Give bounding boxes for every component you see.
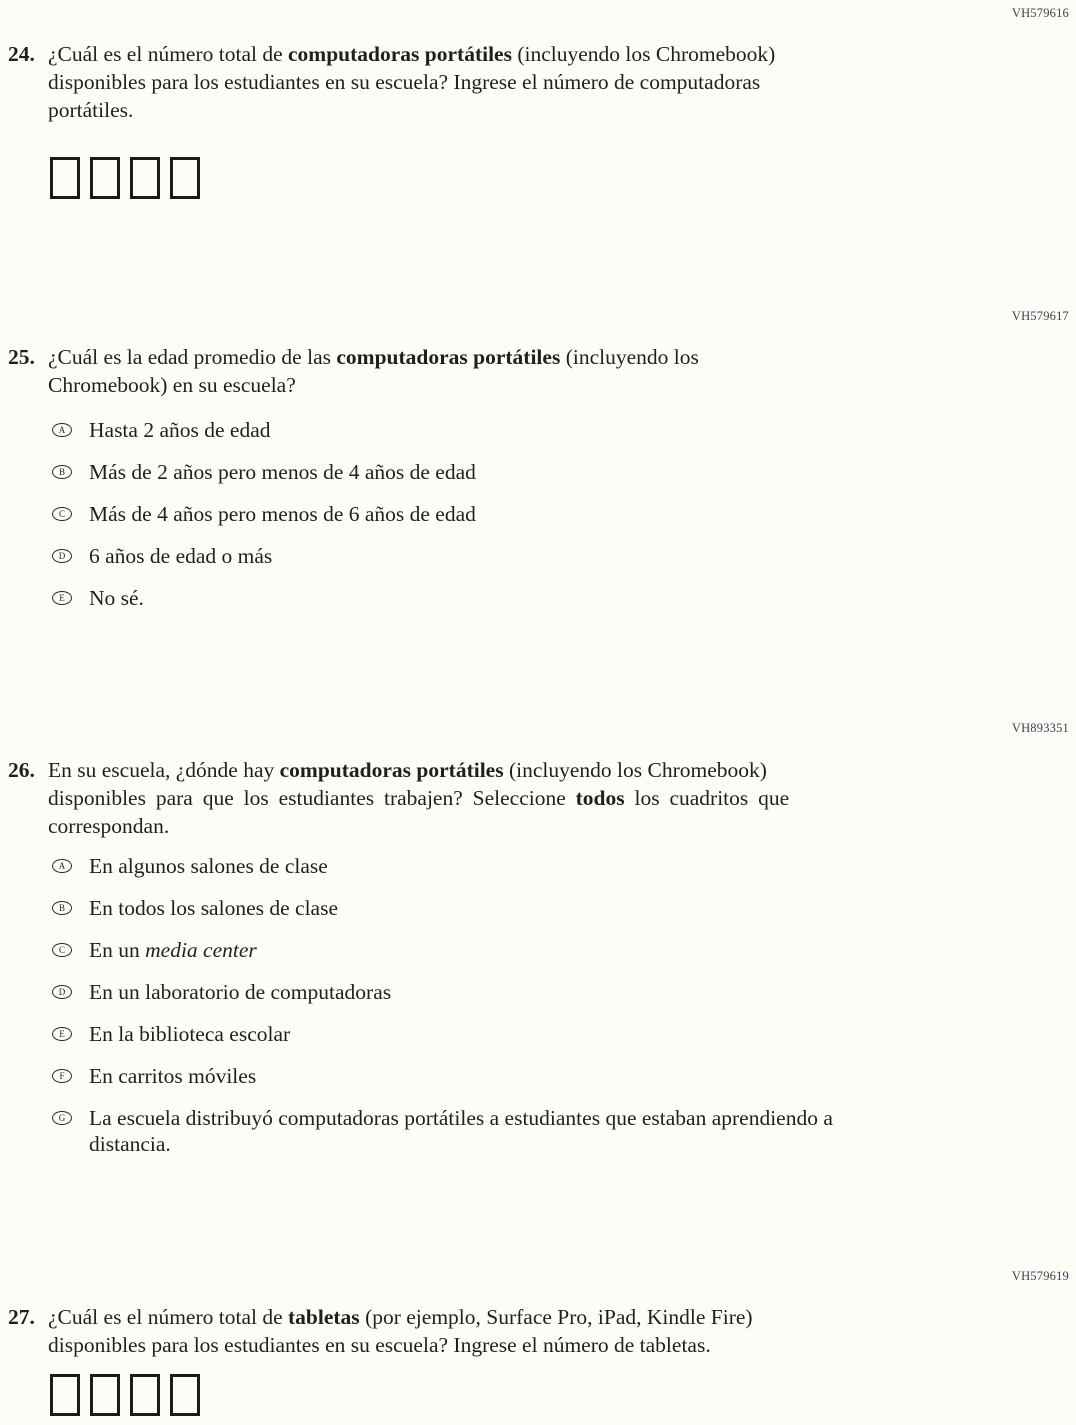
text-segment: La escuela distribuyó computadoras portátiles a estudiantes que estaban aprendiendo a xyxy=(89,1106,833,1130)
question-prompt xyxy=(48,1303,753,1359)
option-row-G xyxy=(52,1105,833,1157)
option-bubble-F[interactable]: F xyxy=(52,1069,72,1083)
option-label xyxy=(89,1105,833,1157)
option-bubble-B[interactable]: B xyxy=(52,465,72,479)
text-segment: Más de 4 años pero menos de 6 años de edad xyxy=(89,502,476,526)
text-segment: Más de 2 años pero menos de 4 años de edad xyxy=(89,460,476,484)
option-label xyxy=(89,937,257,963)
option-row-E xyxy=(52,1021,833,1047)
option-bubble-E[interactable]: E xyxy=(52,591,72,605)
question-prompt xyxy=(48,756,789,840)
text-segment: computadoras portátiles xyxy=(288,42,512,66)
text-segment: Hasta 2 años de edad xyxy=(89,418,271,442)
text-segment: (incluyendo los Chromebook) xyxy=(511,42,776,66)
text-segment: disponibles para los estudiantes en su escuela? Ingrese el número de tabletas. xyxy=(48,1333,711,1357)
option-bubble-D[interactable]: D xyxy=(52,985,72,999)
text-segment: Chromebook) en su escuela? xyxy=(48,373,296,397)
text-segment: En un laboratorio de computadoras xyxy=(89,980,392,1004)
digit-box[interactable] xyxy=(90,1374,120,1416)
text-segment: (por ejemplo, Surface Pro, iPad, Kindle Fire) xyxy=(359,1305,753,1329)
text-segment: En todos los salones de clase xyxy=(89,896,338,920)
option-list xyxy=(52,853,833,1157)
text-segment: computadoras portátiles xyxy=(279,758,504,782)
option-row-C xyxy=(52,937,833,963)
text-segment: los cuadritos que xyxy=(624,786,790,810)
question-number: 24. xyxy=(8,42,35,66)
text-segment: 6 años de edad o más xyxy=(89,544,273,568)
digit-box[interactable] xyxy=(170,157,200,199)
option-bubble-A[interactable]: A xyxy=(52,859,72,873)
digit-box[interactable] xyxy=(170,1374,200,1416)
digit-entry-group xyxy=(50,1374,200,1416)
question-number: 26. xyxy=(8,758,35,782)
option-bubble-G[interactable]: G xyxy=(52,1111,72,1125)
option-row-B xyxy=(52,459,476,485)
text-segment: tabletas xyxy=(288,1305,360,1329)
text-segment: media center xyxy=(145,938,257,962)
digit-box[interactable] xyxy=(130,157,160,199)
digit-box[interactable] xyxy=(130,1374,160,1416)
text-segment: distancia. xyxy=(89,1132,171,1156)
option-row-E xyxy=(52,585,476,611)
option-row-F xyxy=(52,1063,833,1089)
option-label xyxy=(89,459,476,485)
digit-entry-group xyxy=(50,157,200,199)
question-prompt xyxy=(48,40,775,124)
text-segment: todos xyxy=(575,786,625,810)
option-list xyxy=(52,417,476,611)
option-row-D xyxy=(52,543,476,569)
text-segment: disponibles para los estudiantes en su escuela? Ingrese el número de computadoras xyxy=(48,70,761,94)
question-number: 27. xyxy=(8,1305,35,1329)
text-segment: portátiles. xyxy=(48,98,134,122)
text-segment: ¿Cuál es el número total de xyxy=(48,42,289,66)
text-segment: ¿Cuál es la edad promedio de las xyxy=(48,345,337,369)
item-code: VH579616 xyxy=(1011,6,1069,20)
option-row-C xyxy=(52,501,476,527)
digit-box[interactable] xyxy=(90,157,120,199)
option-bubble-B[interactable]: B xyxy=(52,901,72,915)
option-row-A xyxy=(52,853,833,879)
option-label xyxy=(89,1021,290,1047)
option-bubble-A[interactable]: A xyxy=(52,423,72,437)
item-code: VH579619 xyxy=(1011,1269,1069,1283)
text-segment: En un xyxy=(89,938,146,962)
option-row-D xyxy=(52,979,833,1005)
option-bubble-C[interactable]: C xyxy=(52,507,72,521)
text-segment: No sé. xyxy=(89,586,144,610)
text-segment: (incluyendo los Chromebook) xyxy=(503,758,767,782)
option-label xyxy=(89,417,271,443)
option-bubble-E[interactable]: E xyxy=(52,1027,72,1041)
option-label xyxy=(89,895,338,921)
question-prompt xyxy=(48,343,699,399)
item-code: VH579617 xyxy=(1011,309,1069,323)
digit-box[interactable] xyxy=(50,157,80,199)
text-segment: En carritos móviles xyxy=(89,1064,257,1088)
option-row-B xyxy=(52,895,833,921)
text-segment: (incluyendo los xyxy=(560,345,699,369)
option-label xyxy=(89,979,391,1005)
option-label xyxy=(89,543,272,569)
option-label xyxy=(89,585,144,611)
text-segment: correspondan. xyxy=(48,814,170,838)
option-label xyxy=(89,853,328,879)
text-segment: ¿Cuál es el número total de xyxy=(48,1305,289,1329)
text-segment: En la biblioteca escolar xyxy=(89,1022,291,1046)
text-segment: disponibles para que los estudiantes trabajen? Seleccione xyxy=(48,786,576,810)
option-label xyxy=(89,501,476,527)
digit-box[interactable] xyxy=(50,1374,80,1416)
option-row-A xyxy=(52,417,476,443)
question-number: 25. xyxy=(8,345,35,369)
text-segment: En algunos salones de clase xyxy=(89,854,328,878)
option-label xyxy=(89,1063,256,1089)
text-segment: computadoras portátiles xyxy=(336,345,561,369)
option-bubble-D[interactable]: D xyxy=(52,549,72,563)
text-segment: En su escuela, ¿dónde hay xyxy=(48,758,280,782)
option-bubble-C[interactable]: C xyxy=(52,943,72,957)
item-code: VH893351 xyxy=(1011,721,1069,735)
